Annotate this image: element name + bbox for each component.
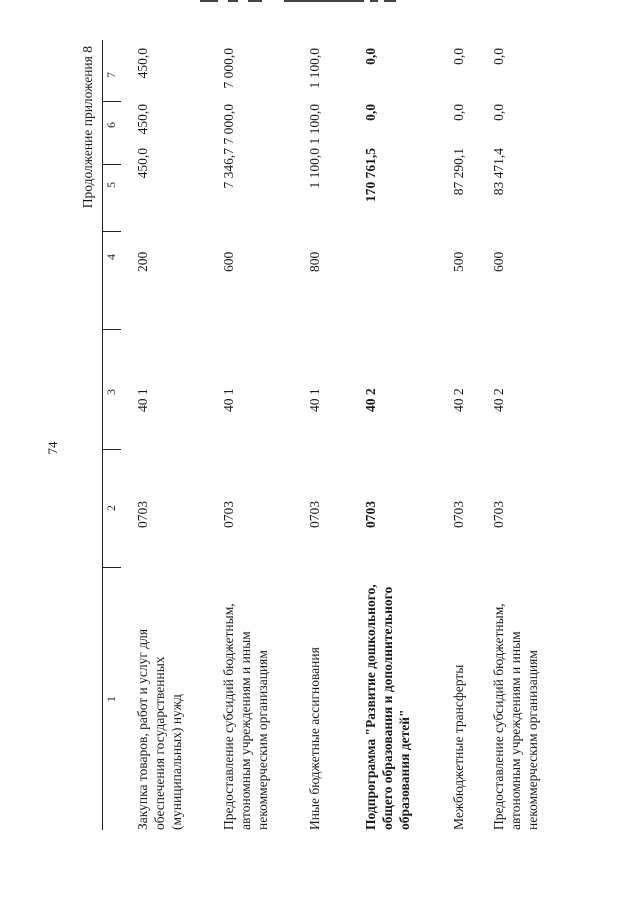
row-expense-type: 600 xyxy=(491,251,506,272)
row-amount-1: 450,0 xyxy=(135,148,150,179)
row-section: 0703 xyxy=(135,501,150,528)
table-header xyxy=(102,40,121,830)
row-program: 40 1 xyxy=(135,388,150,412)
row-name: Закупка товаров, работ и услуг для обеспечения государственных (муниципальных) нужд xyxy=(135,628,184,830)
appendix-caption: Продолжение приложения 8 xyxy=(80,46,95,209)
header-col-6: 6 xyxy=(104,122,118,128)
header-divider xyxy=(103,329,121,330)
row-name: Иные бюджетные ассигнования xyxy=(307,647,322,830)
header-col-5: 5 xyxy=(104,182,118,188)
row-amount-1: 1 100,0 xyxy=(307,148,322,189)
row-section: 0703 xyxy=(363,501,378,528)
row-name: Межбюджетные трансферты xyxy=(451,664,466,830)
table-row xyxy=(306,40,346,830)
row-section: 0703 xyxy=(307,501,322,528)
row-program: 40 1 xyxy=(307,388,322,412)
header-col-3: 3 xyxy=(104,389,118,395)
row-name: Предоставление субсидий бюджетным, автономным учреждениям и иным некоммерческим организациям xyxy=(221,603,270,830)
header-divider xyxy=(103,231,121,232)
row-amount-2: 7 000,0 xyxy=(221,104,236,145)
row-section: 0703 xyxy=(451,501,466,528)
table-row xyxy=(134,40,214,830)
table-row xyxy=(220,40,300,830)
row-amount-2: 0,0 xyxy=(363,104,378,121)
row-amount-1: 87 290,1 xyxy=(451,148,466,196)
row-amount-2: 1 100,0 xyxy=(307,104,322,145)
header-divider xyxy=(103,101,121,102)
table-row-subprogram xyxy=(362,40,442,830)
row-amount-1: 7 346,7 xyxy=(221,148,236,189)
row-expense-type: 500 xyxy=(451,251,466,272)
row-program: 40 2 xyxy=(491,388,506,412)
row-program: 40 2 xyxy=(451,388,466,412)
header-col-4: 4 xyxy=(104,254,118,260)
table-row xyxy=(490,40,562,830)
row-section: 0703 xyxy=(491,501,506,528)
scan-top-artifact xyxy=(200,0,410,3)
header-divider xyxy=(103,567,121,568)
row-section: 0703 xyxy=(221,501,236,528)
row-expense-type: 200 xyxy=(135,251,150,272)
header-col-7: 7 xyxy=(104,72,118,78)
row-expense-type: 800 xyxy=(307,251,322,272)
row-name: Предоставление субсидий бюджетным, автономным учреждениям и иным некоммерческим организациям xyxy=(491,603,540,830)
row-amount-3: 0,0 xyxy=(491,48,506,65)
header-col-2: 2 xyxy=(104,505,118,511)
table-row xyxy=(450,40,484,830)
row-name: Подпрограмма "Развитие дошкольного, общего образования и дополнительного образования детей" xyxy=(363,584,412,830)
row-amount-3: 7 000,0 xyxy=(221,48,236,89)
row-program: 40 1 xyxy=(221,388,236,412)
header-divider xyxy=(103,164,121,165)
row-amount-3: 450,0 xyxy=(135,48,150,79)
header-divider xyxy=(103,449,121,450)
row-amount-2: 0,0 xyxy=(491,104,506,121)
row-amount-3: 0,0 xyxy=(451,48,466,65)
row-amount-3: 1 100,0 xyxy=(307,48,322,89)
row-amount-1: 83 471,4 xyxy=(491,148,506,196)
row-amount-3: 0,0 xyxy=(363,48,378,65)
row-amount-1: 170 761,5 xyxy=(363,148,378,202)
row-program: 40 2 xyxy=(363,388,378,412)
row-amount-2: 450,0 xyxy=(135,104,150,135)
page-number: 74 xyxy=(45,441,60,455)
rotated-table-sheet xyxy=(80,40,550,830)
header-col-1: 1 xyxy=(104,696,118,702)
row-expense-type: 600 xyxy=(221,251,236,272)
row-amount-2: 0,0 xyxy=(451,104,466,121)
